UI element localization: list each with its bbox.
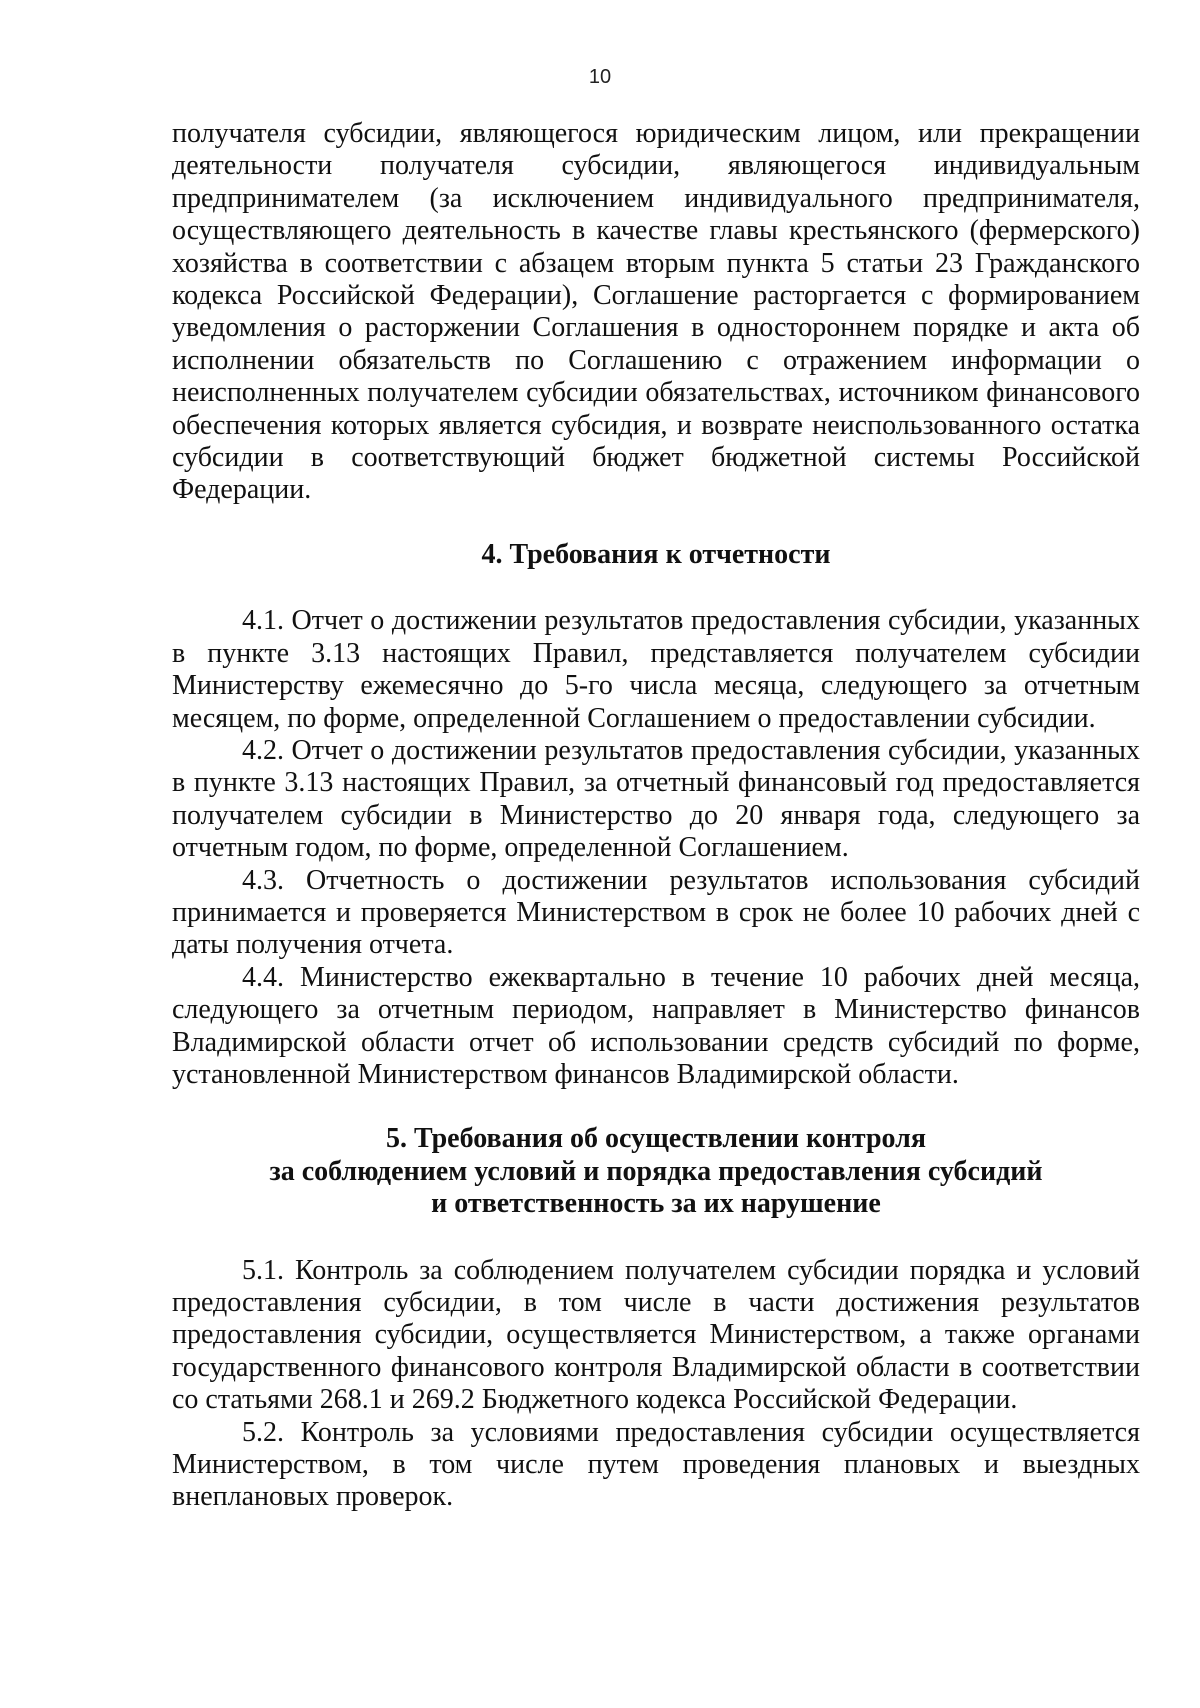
page-number: 10 [588,66,612,88]
section-5-heading-line-2: за соблюдением условий и порядка предоставления субсидий [269,1155,1043,1187]
section-4-heading: 4. Требования к отчетности [481,538,831,570]
paragraph-intro: получателя субсидии, являющегося юридическим лицом, или прекращении деятельности получателя субсидии, являющегося индивидуальным предпринимателем (за исключением индивидуального предпринимателя, осуществляющего деятельность в качестве главы крестьянского (фермерского) хозяйства в соответствии с абзацем вторым пункта 5 статьи 23 Гражданского кодекса Российской Федерации), Соглашение расторгается с формированием уведомления о расторжении Соглашения в одностороннем порядке и акта об исполнении обязательств по Соглашению с отражением информации о неисполненных получателем субсидии обязательствах, источником финансового обеспечения которых является субсидия, и возврате неиспользованного остатка субсидии в соответствующий бюджет бюджетной системы Российской Федерации. [172,118,1140,506]
document-body [172,118,1140,1514]
section-5-heading-line-3: и ответственность за их нарушение [431,1188,881,1220]
paragraph-5-1: 5.1. Контроль за соблюдением получателем субсидии порядка и условий предоставления субсидии, в том числе в части достижения результатов предоставления субсидии, осуществляется Министерством, а также органами государственного финансового контроля Владимирской области в соответствии со статьями 268.1 и 269.2 Бюджетного кодекса Российской Федерации. [172,1254,1140,1416]
section-5-heading-line-1: 5. Требования об осуществлении контроля [385,1123,927,1155]
paragraph-4-3: 4.3. Отчетность о достижении результатов использования субсидий принимается и проверяется Министерством в срок не более 10 рабочих дней с даты получения отчета. [172,864,1140,961]
paragraph-5-2: 5.2. Контроль за условиями предоставления субсидии осуществляется Министерством, в том числе путем проведения плановых и выездных внеплановых проверок. [172,1416,1140,1513]
paragraph-4-4: 4.4. Министерство ежеквартально в течение 10 рабочих дней месяца, следующего за отчетным периодом, направляет в Министерство финансов Владимирской области отчет об использовании средств субсидий по форме, установленной Министерством финансов Владимирской области. [172,961,1140,1090]
paragraph-4-1: 4.1. Отчет о достижении результатов предоставления субсидии, указанных в пункте 3.13 настоящих Правил, представляется получателем субсидии Министерству ежемесячно до 5-го числа месяца, следующего за отчетным месяцем, по форме, определенной Соглашением о предоставлении субсидии. [172,605,1140,734]
paragraph-4-2: 4.2. Отчет о достижении результатов предоставления субсидии, указанных в пункте 3.13 настоящих Правил, за отчетный финансовый год предоставляется получателем субсидии в Министерство до 20 января года, следующего за отчетным годом, по форме, определенной Соглашением. [172,734,1140,864]
